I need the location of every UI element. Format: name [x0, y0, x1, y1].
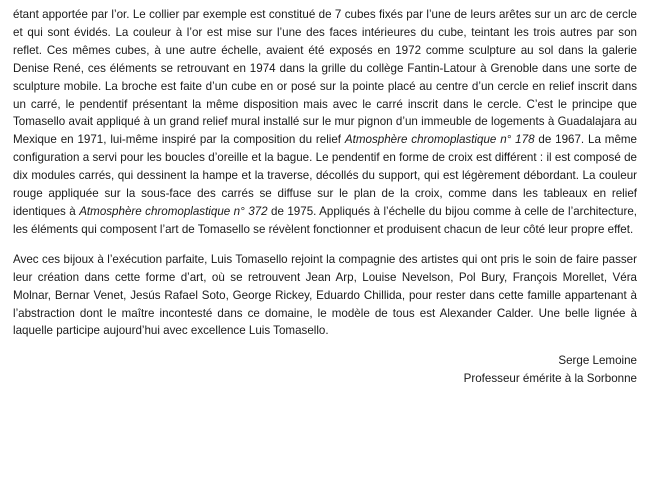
paragraph-artists-lineage [13, 251, 637, 341]
text-run: de 1975. Appliqués à l’échelle du bijou comme à celle de l’architecture, les éléments qui composent l’art de Tomasello se révèlent fonctionner et produisent chacun de leur côté leur propre effet. [13, 204, 638, 236]
document-page [13, 6, 637, 388]
text-run: étant apportée par l’or. Le collier par exemple est constitué de 7 cubes fixés par l’une de leurs arêtes sur un arc de cercle et qui sont évidés. La couleur à l’or est mise sur l’une des faces intérieures du cube, teintant les trois autres par son reflet. Ces mêmes cubes, à une autre échelle, avaient été exposés en 1972 comme sculpture au sol dans la galerie Denise René, ces éléments se retrouvant en 1974 dans la grille du collège Fantin-Latour à Grenoble dans une sorte de sculpture mobile. La broche est faite d’un cube en or posé sur la pointe placé au centre d’un cercle en relief inscrit dans un carré, le pendentif présentant la même disposition mais avec le carré inscrit dans le cercle. C’est le principe que Tomasello avait appliqué à un grand relief mural installé sur le mur pignon d’un immeuble de logements à Guadalajara au Mexique en 1971, lui-même inspiré par la composition du relief [13, 8, 637, 147]
paragraph-jewelry-description [13, 6, 637, 239]
signature-author: Serge Lemoine [558, 354, 637, 368]
signature-block [13, 352, 637, 388]
text-run: de 1967. La même configuration a servi pour les boucles d’oreille et la bague. Le pendentif en forme de croix est différent : il est composé de dix modules carrés, qui dessinent la hampe et la traverse, décollés du support, qui est légèrement débordant. La couleur rouge appliquée sur la sous-face des carrés se diffuse sur le plan de la croix, comme dans les tableaux en relief identiques à [13, 133, 638, 218]
text-run: Avec ces bijoux à l’exécution parfaite, Luis Tomasello rejoint la compagnie des artistes qui ont pris le soin de faire passer leur création dans cette forme d’art, où se retrouvent Jean Arp, Louise Nevelson, Pol Bury, François Morellet, Véra Molnar, Bernar Venet, Jesús Rafael Soto, George Rickey, Eduardo Chillida, pour rester dans cette famille appartenant à l’abstraction dont le maître incontesté dans ce domaine, le modèle de tous est Alexander Calder. Une belle lignée à laquelle participe aujourd’hui avec excellence Luis Tomasello. [13, 252, 637, 338]
signature-title: Professeur émérite à la Sorbonne [463, 372, 637, 386]
artwork-title: Atmosphère chromoplastique n° 372 [79, 204, 268, 218]
artwork-title: Atmosphère chromoplastique n° 178 [344, 133, 535, 147]
